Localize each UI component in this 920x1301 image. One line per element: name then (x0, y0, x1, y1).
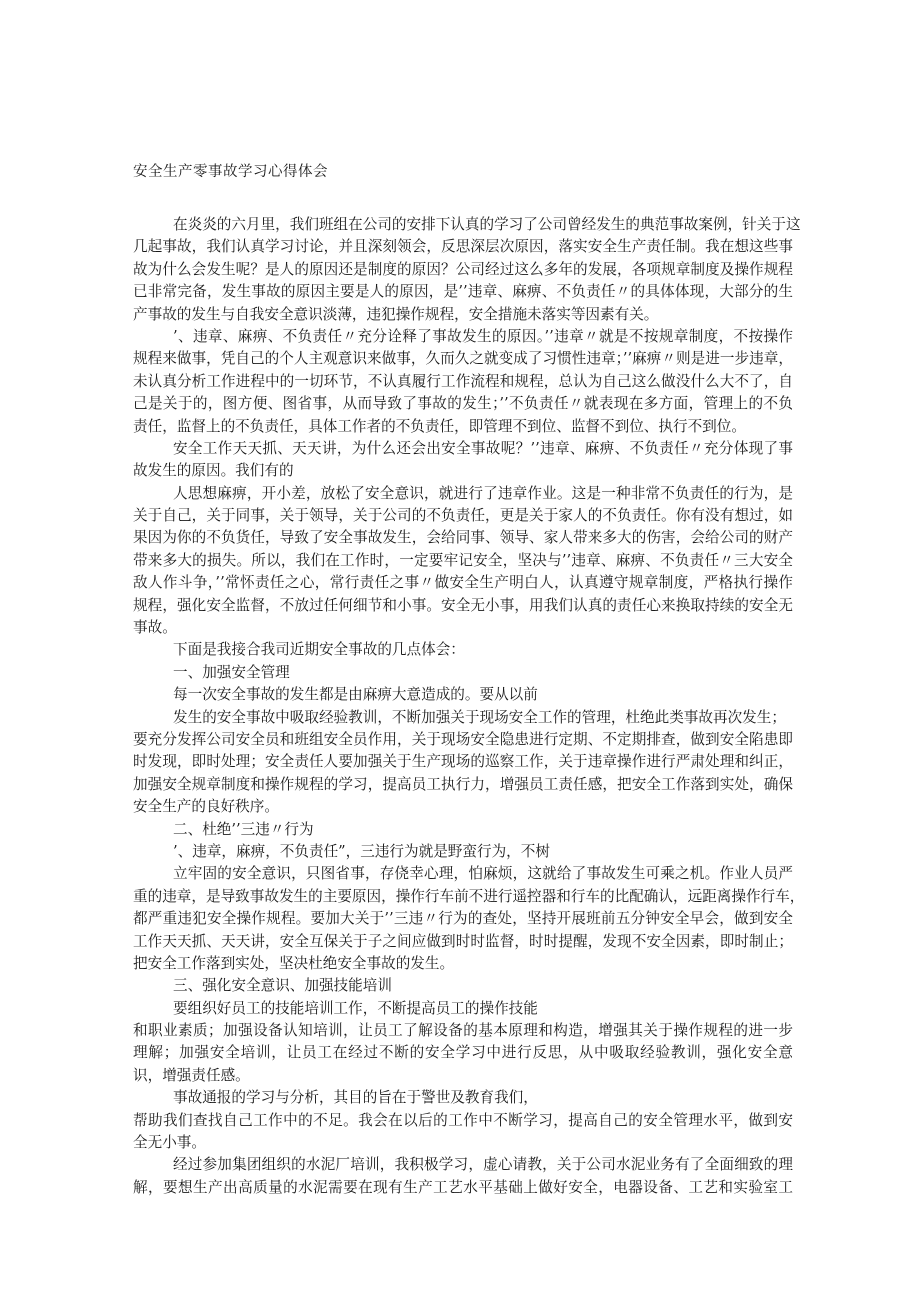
text-line: 识，增强责任感。 (133, 1066, 250, 1084)
text-line: 敌人作斗争，’’常怀责任之心，常行责任之事〃做安全生产明白人，认真遵守规章制度，严格执行操作 (133, 574, 793, 592)
text-line: 时发现，即时处理；安全责任人要加强关于生产现场的巡察工作，关于违章操作进行严肃处理和纠正， (133, 753, 793, 771)
text-line: 重的违章，是导致事故发生的主要原因，操作行车前不进行遥控器和行车的比配确认，远距离操作行车， (133, 887, 805, 905)
text-line: 几起事故，我们认真学习讨论，并且深刻领会，反思深层次原因，落实安全生产责任制。我在想这些事 (133, 238, 793, 256)
text-line: 事故。 (133, 619, 177, 637)
text-line: 带来多大的损失。所以，我们在工作时，一定要牢记安全，坚决与’’违章、麻痹、不负责任〃三大安全 (133, 551, 793, 569)
text-line: 安全生产的良好秩序。 (133, 798, 279, 816)
text-line: 责任，监督上的不负责任，具体工作者的不负责任，即管理不到位、监督不到位、执行不到位。 (133, 417, 746, 435)
text-line: 工作天天抓、天天讲，安全互保关于子之间应做到时时监督，时时提醒，发现不安全因素，即时制止； (133, 932, 793, 950)
text-line: 每一次安全事故的发生都是由麻痹大意造成的。要从以前 (173, 686, 538, 704)
text-line: 规程来做事，凭自己的个人主观意识来做事，久而久之就变成了习惯性违章；’’麻痹〃则是进一步违章， (133, 350, 793, 368)
text-line: 故发生的原因。我们有的 (133, 462, 294, 480)
text-line: 下面是我接合我司近期安全事故的几点体会： (173, 641, 465, 659)
text-line: 果因为你的不负货任，导致了安全事故发生，会给同事、领导、家人带来多大的伤害，会给公司的财产 (133, 529, 793, 547)
text-line: 理解；加强安全培训，让员工在经过不断的安全学习中进行反思，从中吸取经验教训，强化安全意 (133, 1044, 793, 1062)
text-line: 要充分发挥公司安全员和班组安全员作用，关于现场安全隐患进行定期、不定期排查，做到安全陷患即 (133, 730, 793, 748)
text-line: 事故通报的学习与分析，其目的旨在于警世及教育我们， (173, 1089, 538, 1107)
text-line: ’、违章、麻痹、不负责任〃充分诠释了事故发生的原因。’’违章〃就是不按规章制度，不按操作 (173, 327, 793, 345)
text-line: 安全工作天天抓、天天讲，为什么还会出安全事故呢？’’违章、麻痹、不负责任〃充分体现了事 (173, 439, 793, 457)
text-line: 己是关于的，图方便、图省事，从而导致了事故的发生；’’不负责任〃就表现在多方面，管理上的不负 (133, 395, 793, 413)
text-line: 加强安全规章制度和操作规程的学习，提高员工执行力，增强员工责任感，把安全工作落到实处，确保 (133, 775, 793, 793)
text-line: 故为什么会发生呢？是人的原因还是制度的原因？公司经过这么多年的发展，各项规章制度及操作规程 (133, 260, 793, 278)
text-line: 帮助我们查找自己工作中的不足。我会在以后的工作中不断学习，提高自己的安全管理水平，做到安 (133, 1111, 793, 1129)
text-line: 都严重违犯安全操作规程。要加大关于’’三违〃行为的查处，坚持开展班前五分钟安全早会，做到安全 (133, 910, 793, 928)
text-line: 经过参加集团组织的水泥厂培训，我积极学习，虚心请教，关于公司水泥业务有了全面细致的理 (173, 1156, 793, 1174)
text-line: ’、违章，麻痹，不负责任”，三违行为就是野蛮行为，不树 (173, 842, 550, 860)
text-line: 关于自己，关于同事，关于领导，关于公司的不负责任，更是关于家人的不负责任。你有没有想过，如 (133, 507, 793, 525)
text-line: 规程，强化安全监督，不放过任何细节和小事。安全无小事，用我们认真的责任心来换取持续的安全无 (133, 596, 793, 614)
document-body (133, 214, 805, 1199)
section-heading: 三、强化安全意识、加强技能培训 (173, 977, 392, 995)
text-line: 立牢固的安全意识，只图省事，存侥幸心理，怕麻烦，这就给了事故发生可乘之机。作业人员严 (173, 865, 793, 883)
text-line: 要组织好员工的技能培训工作，不断提高员工的操作技能 (173, 999, 538, 1017)
text-line: 全无小事。 (133, 1134, 206, 1152)
section-heading: 一、加强安全管理 (173, 663, 290, 681)
text-line: 人思想麻痹，开小差，放松了安全意识，就进行了违章作业。这是一种非常不负责任的行为，是 (173, 484, 793, 502)
section-heading: 二、杜绝’’三违〃行为 (173, 820, 314, 838)
text-line: 解，要想生产出高质量的水泥需要在现有生产工艺水平基础上做好安全，电器设备、工艺和实验室工 (133, 1178, 793, 1196)
text-line: 未认真分析工作进程中的一切环节，不认真履行工作流程和规程，总认为自己这么做没什么大不了，自 (133, 372, 793, 390)
text-line: 发生的安全事故中吸取经验教训，不断加强关于现场安全工作的管理，杜绝此类事故再次发生； (173, 708, 786, 726)
text-line: 把安全工作落到实处，坚决杜绝安全事故的发生。 (133, 954, 455, 972)
text-line: 已非常完备，发生事故的原因主要是人的原因，是’’违章、麻痹、不负责任〃的具体体现，大部分的生 (133, 283, 793, 301)
document-title: 安全生产零事故学习心得体会 (133, 164, 328, 180)
text-line: 在炎炎的六月里，我们班组在公司的安排下认真的学习了公司曾经发生的典范事故案例，针关于这 (173, 216, 801, 233)
text-line: 和职业素质；加强设备认知培训，让员工了解设备的基本原理和构造，增强其关于操作规程的进一步 (133, 1022, 793, 1040)
text-line: 产事故的发生与自我安全意识淡薄，违犯操作规程，安全措施未落实等因素有关。 (133, 305, 659, 323)
